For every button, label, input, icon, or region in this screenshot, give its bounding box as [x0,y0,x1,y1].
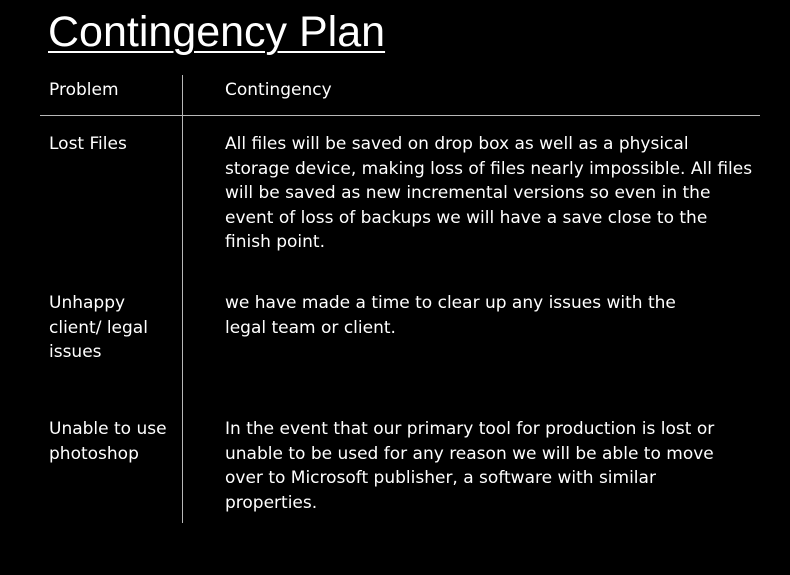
contingency-table [40,75,760,523]
problem-cell-unhappy-client: Unhappy client/ legal issues [49,293,148,362]
contingency-cell-unhappy-client: we have made a time to clear up any issues with the legal team or client. [225,293,676,338]
slide-title: Contingency Plan [48,8,386,56]
header-divider [40,115,760,116]
problem-cell-lost-files: Lost Files [49,134,127,154]
contingency-cell-unable-photoshop: In the event that our primary tool for production is lost or unable to be used for any reason we will be able to move over to Microsoft publisher, a software with similar properties. [225,419,715,513]
contingency-cell-lost-files: All files will be saved on drop box as well as a physical storage device, making loss of files nearly impossible. All files will be saved as new incremental versions so even in the event of loss of backups we will have a save close to the finish point. [225,134,753,252]
problem-cell-unable-photoshop: Unable to use photoshop [49,419,167,464]
header-problem: Problem [49,80,119,100]
column-divider [182,75,183,523]
header-contingency: Contingency [225,80,332,100]
